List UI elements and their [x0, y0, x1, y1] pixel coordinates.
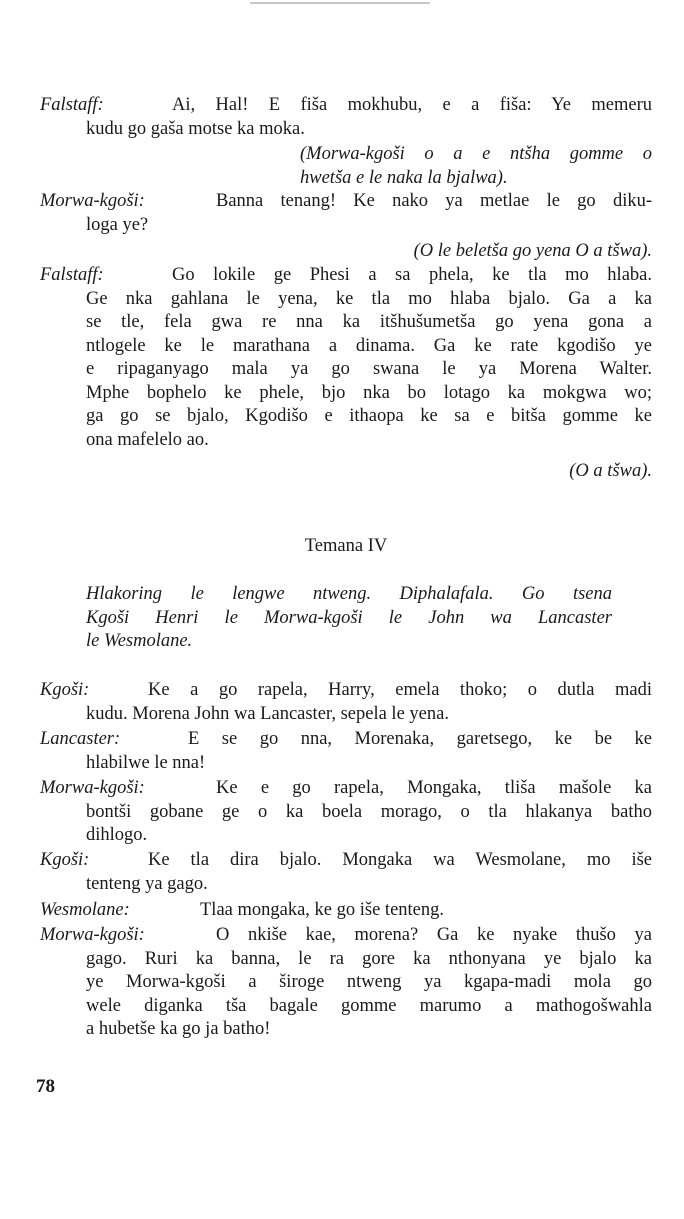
speech-line: e ripaganyago mala ya go swana le ya Morena Walter. — [86, 359, 652, 379]
speech-line: kudu go gaša motse ka moka. — [86, 118, 305, 139]
direction-line: (O le beletša go yena O a tšwa). — [413, 241, 652, 261]
speech-line: wele diganka tša bagale gomme marumo a mathogošwahla — [86, 995, 652, 1016]
setting-line: le Wesmolane. — [86, 631, 193, 651]
speech-kgosi-1 — [40, 679, 652, 726]
speech-line: bontši gobane ge o ka boela morago, o tla hlakanya batho — [86, 801, 652, 822]
speech-kgosi-2 — [40, 849, 652, 896]
speech-line: Ke a go rapela, Harry, emela thoko; o dutla madi — [148, 680, 652, 700]
speech-line: Banna tenang! Ke nako ya metlae le go diku- — [216, 191, 652, 211]
speech-line: kudu. Morena John wa Lancaster, sepela le yena. — [86, 703, 449, 724]
speech-morwa-kgosi-2 — [40, 777, 652, 848]
speaker-name: Falstaff: — [40, 95, 104, 115]
speech-line: E se go nna, Morenaka, garetsego, ke be ke — [188, 729, 652, 749]
speech-line: se tle, fela gwa re nna ka itšhušumetša go yena gona a — [86, 312, 652, 332]
speech-line: Ge nka gahlana le yena, ke tla mo hlaba bjalo. Ga a ka — [86, 288, 652, 309]
speaker-name: Kgoši: — [40, 850, 90, 870]
speech-falstaff-2 — [40, 264, 652, 452]
scene-title: Temana IV — [304, 536, 388, 556]
stage-direction-2 — [40, 240, 652, 264]
speaker-name: Lancaster: — [40, 729, 121, 749]
stage-direction-3 — [40, 460, 652, 484]
speech-line: Ke tla dira bjalo. Mongaka wa Wesmolane, mo iše — [148, 850, 652, 870]
speaker-name: Kgoši: — [40, 680, 90, 700]
speech-line: Ke e go rapela, Mongaka, tliša mašole ka — [216, 778, 652, 798]
speaker-name: Falstaff: — [40, 265, 104, 285]
direction-line: (Morwa-kgoši o a e ntšha gomme o — [300, 144, 652, 164]
speech-line: tenteng ya gago. — [86, 873, 208, 894]
speech-line: gago. Ruri ka banna, le ra gore ka nthonyana ye bjalo ka — [86, 948, 652, 969]
stage-direction-1 — [300, 143, 652, 190]
speech-line: Mphe bophelo ke phele, bjo nka bo lotago ka mokgwa wo; — [86, 382, 652, 403]
speech-line: Go lokile ge Phesi a sa phela, ke tla mo hlaba. — [172, 265, 652, 285]
setting-line: Hlakoring le lengwe ntweng. Diphalafala. Go tsena — [86, 584, 612, 604]
speaker-name: Morwa-kgoši: — [40, 778, 145, 798]
speech-lancaster-1 — [40, 728, 652, 775]
speech-line: loga ye? — [86, 214, 149, 235]
speech-line: dihlogo. — [86, 825, 148, 845]
speaker-name: Morwa-kgoši: — [40, 925, 145, 945]
speech-line: hlabilwe le nna! — [86, 752, 206, 773]
speech-line: a hubetše ka go ja batho! — [86, 1019, 271, 1039]
speech-falstaff-1 — [40, 94, 652, 141]
speech-line: Ai, Hal! E fiša mokhubu, e a fiša: Ye memeru — [172, 95, 652, 115]
speech-line: ona mafelelo ao. — [86, 429, 209, 450]
speaker-name: Wesmolane: — [40, 900, 130, 920]
direction-line: hwetša e le naka la bjalwa). — [300, 167, 508, 188]
speech-line: O nkiše kae, morena? Ga ke nyake thušo ya — [216, 925, 652, 945]
speech-line: Tlaa mongaka, ke go iše tenteng. — [200, 900, 445, 920]
speech-wesmolane-1 — [40, 899, 652, 923]
top-scan-rule — [250, 2, 430, 4]
direction-line: (O a tšwa). — [569, 461, 652, 481]
setting-line: Kgoši Henri le Morwa-kgoši le John wa Lancaster — [86, 607, 612, 628]
scene-setting — [86, 583, 612, 654]
speech-morwa-kgosi-1 — [40, 190, 652, 237]
speech-morwa-kgosi-3 — [40, 924, 652, 1042]
speech-line: ye Morwa-kgoši a široge ntweng ya kgapa-madi mola go — [86, 972, 652, 992]
page-number: 78 — [36, 1076, 55, 1097]
speaker-name: Morwa-kgoši: — [40, 191, 145, 211]
speech-line: ntlogele ke le marathana a dinama. Ga ke rate kgodišo ye — [86, 335, 652, 356]
scene-heading — [40, 535, 652, 559]
speech-line: ga go se bjalo, Kgodišo e ithaopa ke sa e bitša gomme ke — [86, 406, 652, 426]
